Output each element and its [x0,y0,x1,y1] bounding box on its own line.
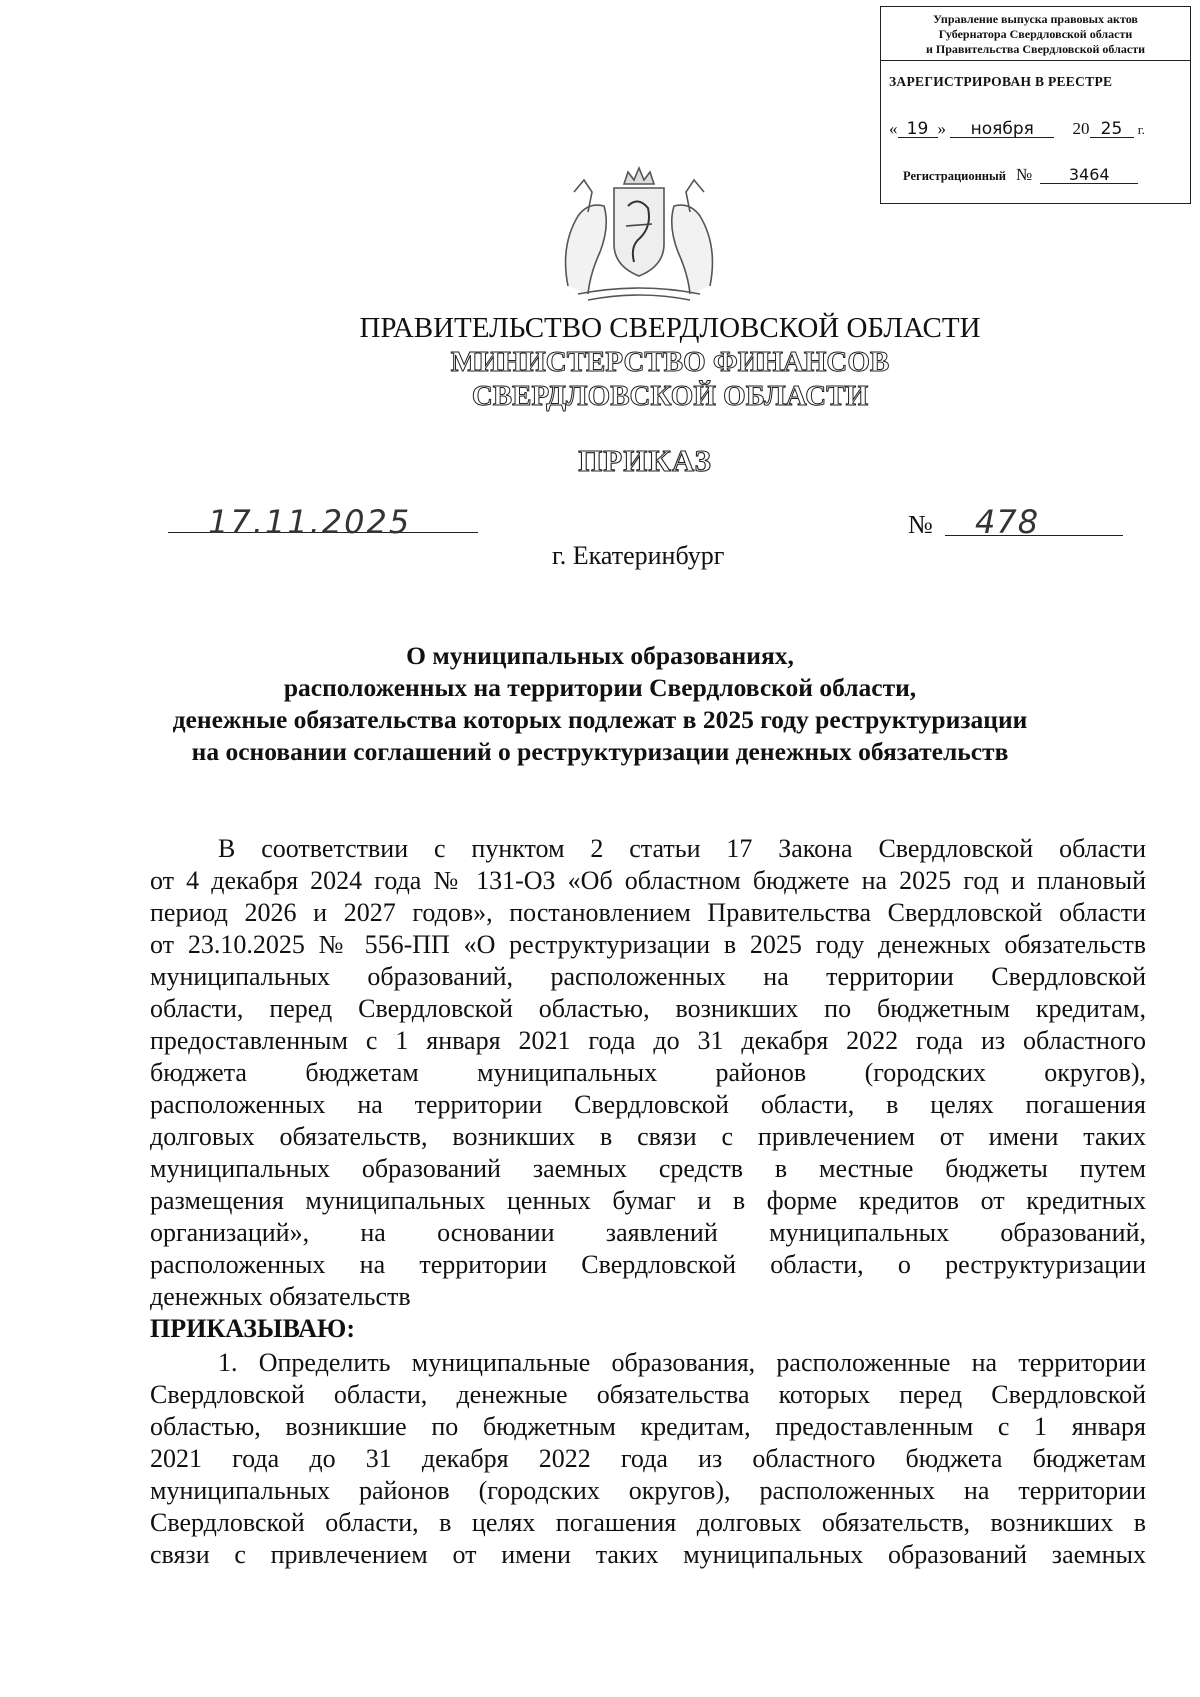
stamp-date [889,119,1145,139]
order-number: 478 [975,503,1040,541]
order-word: ПРИКАЗЫВАЮ: [150,1314,355,1343]
stamp-date-century: 20 [1072,119,1090,138]
coat-of-arms-icon [548,166,730,306]
paragraph-line: Свердловской области, в целях погашения долговых обязательств, возникших в [150,1508,1146,1537]
stamp-header-line: и Правительства Свердловской области [926,42,1145,56]
registration-stamp [880,6,1191,204]
paragraph-line: предоставленным с 1 января 2021 года до 31 декабря 2022 года из областного [150,1026,1146,1055]
paragraph-line: организаций», на основании заявлений муниципальных образований, [150,1218,1146,1247]
document-type: ПРИКАЗ [578,443,712,478]
paragraph-line: 2021 года до 31 декабря 2022 года из областного бюджета бюджетам [150,1444,1146,1473]
stamp-registration-number [903,165,1138,185]
stamp-date-suffix: г. [1137,122,1145,137]
ministry-title-line2: СВЕРДЛОВСКОЙ ОБЛАСТИ [471,380,869,412]
stamp-header-line: Губернатора Свердловской области [938,27,1133,41]
paragraph-line: муниципальных образований заемных средств в местные бюджеты путем [150,1154,1146,1183]
stamp-header-line: Управление выпуска правовых актов [933,12,1138,26]
paragraph-line: долговых обязательств, возникших в связи с привлечением от имени таких [150,1122,1146,1151]
stamp-regno-sign: № [1015,165,1033,184]
paragraph-line: 1. Определить муниципальные образования, расположенные на территории [218,1348,1146,1377]
paragraph-line: период 2026 и 2027 годов», постановлением Правительства Свердловской области [150,898,1146,927]
paragraph-line: муниципальных образований, расположенных на территории Свердловской [150,962,1146,991]
paragraph-line: связи с привлечением от имени таких муниципальных образований заемных [150,1540,1146,1569]
stamp-registered-label: ЗАРЕГИСТРИРОВАН В РЕЕСТРЕ [889,74,1113,89]
stamp-regno-value: 3464 [1040,167,1138,184]
order-city: г. Екатеринбург [552,541,725,570]
paragraph-line: расположенных на территории Свердловской области, в целях погашения [150,1090,1146,1119]
order-date: 17.11.2025 [208,503,412,541]
paragraph-line: денежных обязательств [150,1282,411,1311]
paragraph-line: областью, возникшие по бюджетным кредитам, предоставленным с 1 января [150,1412,1146,1441]
order-number-sign: № [908,510,933,539]
ministry-title-line1: МИНИСТЕРСТВО ФИНАНСОВ [450,346,890,378]
stamp-date-month: ноября [950,121,1054,138]
paragraph-line: от 23.10.2025 № 556-ПП «О реструктуризации в 2025 году денежных обязательств [150,930,1146,959]
order-title [0,640,1200,768]
paragraph-line: Свердловской области, денежные обязательства которых перед Свердловской [150,1380,1146,1409]
stamp-header [881,7,1190,61]
stamp-date-year: 25 [1090,121,1134,138]
stamp-regno-label: Регистрационный [903,169,1006,183]
title-line: О муниципальных образованиях, [406,641,794,670]
stamp-date-open-quote: « [889,119,898,138]
paragraph-line: муниципальных районов (городских округов), расположенных на территории [150,1476,1146,1505]
preamble-paragraph [150,833,1146,1313]
item-1-paragraph [150,1347,1146,1571]
title-line: расположенных на территории Свердловской области, [283,673,917,702]
title-line: на основании соглашений о реструктуризации денежных обязательств [191,737,1009,766]
stamp-date-close-quote: » [937,119,946,138]
paragraph-line: В соответствии с пунктом 2 статьи 17 Закона Свердловской области [218,834,1146,863]
paragraph-line: области, перед Свердловской областью, возникших по бюджетным кредитам, [150,994,1146,1023]
government-title: ПРАВИТЕЛЬСТВО СВЕРДЛОВСКОЙ ОБЛАСТИ [359,312,981,344]
stamp-date-day: 19 [898,121,938,138]
paragraph-line: бюджета бюджетам муниципальных районов (городских округов), [150,1058,1146,1087]
title-line: денежные обязательства которых подлежат в 2025 году реструктуризации [172,705,1028,734]
paragraph-line: размещения муниципальных ценных бумаг и в форме кредитов от кредитных [150,1186,1146,1215]
paragraph-line: от 4 декабря 2024 года № 131-ОЗ «Об областном бюджете на 2025 год и плановый [150,866,1146,895]
paragraph-line: расположенных на территории Свердловской области, о реструктуризации [150,1250,1146,1279]
